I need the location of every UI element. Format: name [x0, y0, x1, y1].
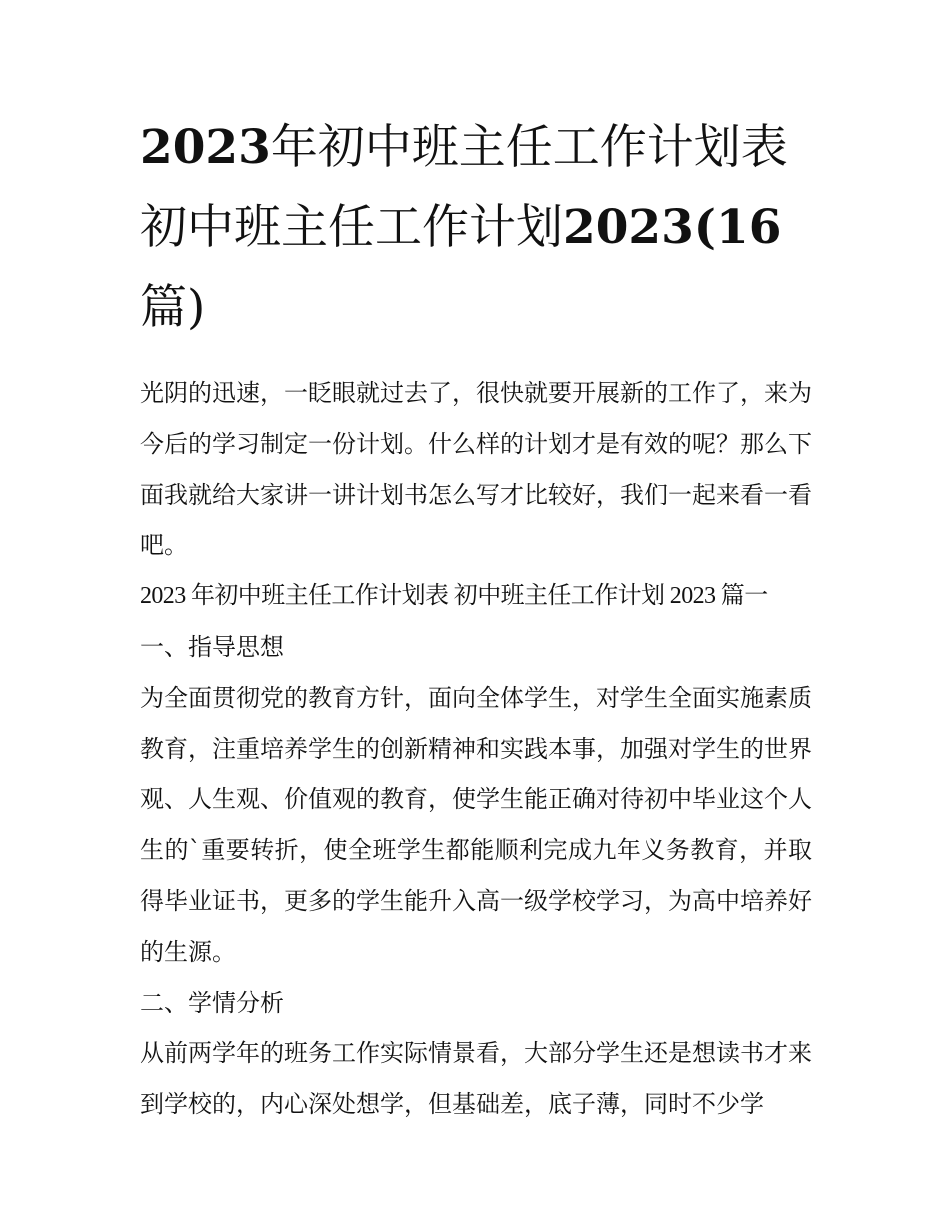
section-paragraph-student-analysis: 从前两学年的班务工作实际情景看，大部分学生还是想读书才来到学校的，内心深处想学，但基础差，底子薄，同时不少学: [140, 1039, 812, 1119]
title-text: 年初中班主任工作计划表初中班主任工作计划: [140, 120, 788, 255]
section-paragraph-guiding-thought: 为全面贯彻党的教育方针，面向全体学生，对学生全面实施素质教育，注重培养学生的创新精神和实践本事，加强对学生的世界观、人生观、价值观的教育，使学生能正确对待初中毕业这个人生的`重要转折，使全班学生都能顺利完成九年义务教育，并取得毕业证书，更多的学生能升入高一级学校学习，为高中培养好的生源。: [140, 683, 812, 966]
section-heading-guiding-thought: 一、指导思想: [140, 632, 284, 661]
section-subtitle: 2023 年初中班主任工作计划表 初中班主任工作计划 2023 篇一: [140, 583, 768, 610]
title-year: 2023: [140, 120, 271, 175]
title-year-count: 2023(16: [563, 200, 782, 255]
title-suffix: 篇): [140, 280, 206, 335]
document-title: [140, 108, 812, 348]
document-content: [140, 108, 812, 1130]
section-heading-student-analysis: 二、学情分析: [140, 988, 284, 1017]
intro-paragraph: 光阴的迅速，一眨眼就过去了，很快就要开展新的工作了，来为今后的学习制定一份计划。什么样的计划才是有效的呢？那么下面我就给大家讲一讲计划书怎么写才比较好，我们一起来看一看吧。: [140, 379, 812, 560]
document-body: [140, 368, 812, 1130]
